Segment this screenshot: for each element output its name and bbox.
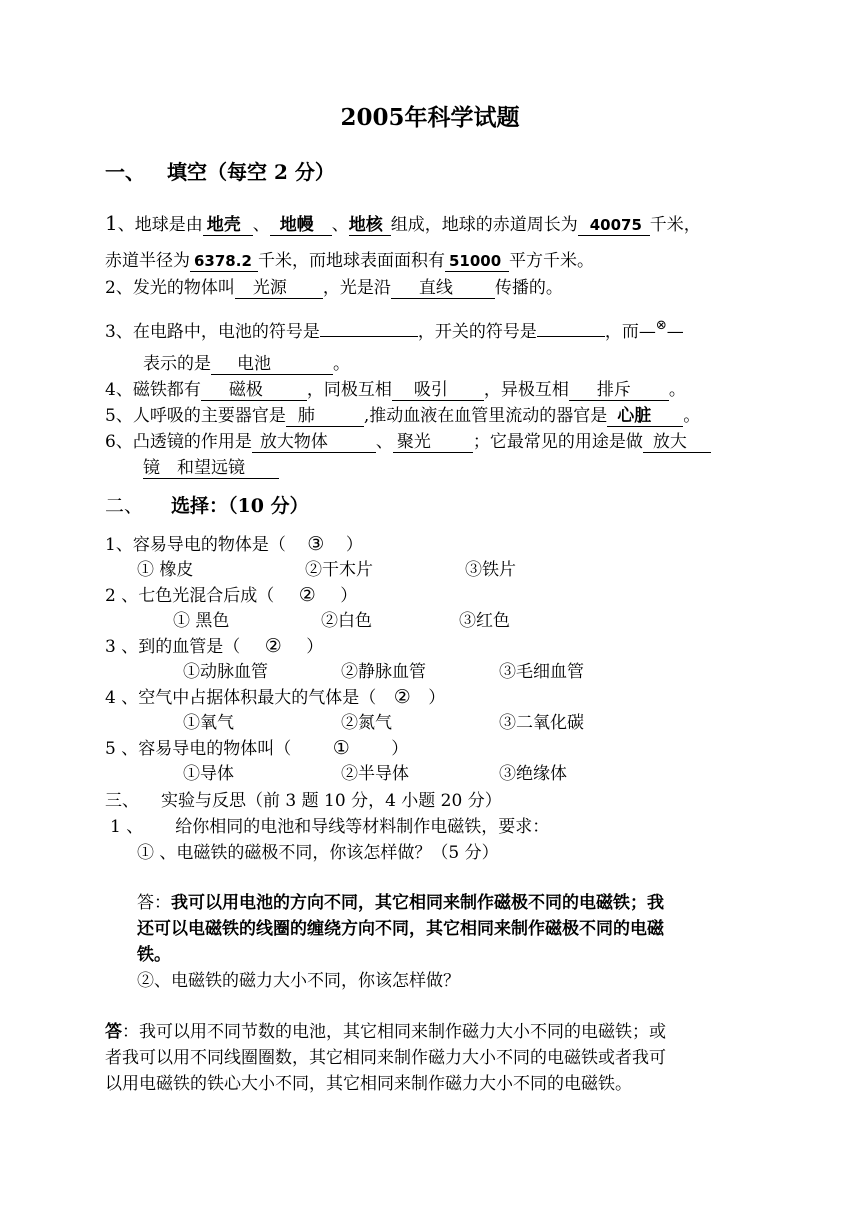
answer-blank: 6378.2 bbox=[190, 251, 258, 272]
option: ③红色 bbox=[459, 611, 510, 631]
section-1-title: 填空（每空 2 分） bbox=[167, 160, 335, 184]
section-1-number: 一、 bbox=[105, 160, 145, 184]
choice-question-5: 5 、容易导电的物体叫（ ① ） bbox=[105, 737, 409, 759]
choice-answer: ② bbox=[393, 686, 411, 708]
answer-blank bbox=[320, 336, 418, 337]
fill-question-6: 6、凸透镜的作用是 放大物体 、 聚光 ；它最常见的用途是做 放大 bbox=[105, 430, 711, 454]
answer-blank: 光源 bbox=[235, 278, 323, 299]
option: ②氮气 bbox=[341, 713, 392, 733]
answer-blank: 肺 bbox=[286, 406, 364, 427]
answer-blank: 放大物体 bbox=[252, 432, 376, 453]
fill-question-3-cont: 表示的是 电池 。 bbox=[143, 354, 350, 374]
option: ③铁片 bbox=[465, 560, 516, 580]
experiment-subquestion-1: ① 、电磁铁的磁极不同，你该怎样做？（5 分） bbox=[137, 843, 499, 863]
answer-1-line-1: 答：我可以用电池的方向不同，其它相同来制作磁极不同的电磁铁；我 bbox=[137, 893, 664, 913]
fill-question-1: 1、地球是由 地壳 、 地幔 、地核 组成，地球的赤道周长为 40075 千米， bbox=[105, 211, 701, 235]
option: ②干木片 bbox=[305, 560, 373, 580]
answer-blank: 直线 bbox=[391, 278, 495, 299]
option: ②半导体 bbox=[341, 764, 409, 784]
choice-question-3: 3 、到的血管是（ ② ） bbox=[105, 635, 324, 657]
answer-blank: 镜 和望远镜 bbox=[143, 458, 279, 479]
fill-question-3: 3、在电路中，电池的符号是 ，开关的符号是 ，而—⊗— bbox=[105, 320, 684, 346]
fill-question-5: 5、人呼吸的主要器官是 肺 ,推动血液在血管里流动的器官是 心脏 。 bbox=[105, 406, 701, 426]
section-2-title: 选择：（10 分） bbox=[171, 495, 309, 517]
choice-question-4: 4 、空气中占据体积最大的气体是（ ② ） bbox=[105, 686, 446, 708]
section-3-number: 三、 bbox=[105, 791, 139, 811]
choice-question-2: 2 、七色光混合后成（ ② ） bbox=[105, 584, 358, 606]
choice-options-4 bbox=[183, 711, 584, 735]
choice-options-1 bbox=[137, 558, 516, 582]
answer-blank: 地核 bbox=[349, 215, 391, 236]
option: ②静脉血管 bbox=[341, 662, 426, 682]
fill-question-4: 4、磁铁都有 磁极 ，同极互相 吸引 ，异极互相 排斥 。 bbox=[105, 380, 686, 400]
choice-question-1: 1、容易导电的物体是（ ③ ） bbox=[105, 533, 363, 555]
option: ① 黑色 bbox=[173, 611, 230, 631]
option: ③二氧化碳 bbox=[499, 713, 584, 733]
section-3-heading bbox=[105, 789, 502, 813]
choice-options-2 bbox=[173, 609, 510, 633]
section-3-title: 实验与反思（前 3 题 10 分，4 小题 20 分） bbox=[161, 791, 502, 811]
answer-blank: 排斥 bbox=[569, 380, 669, 401]
answer-blank: 40075 bbox=[578, 215, 650, 236]
answer-1-line-3: 铁。 bbox=[137, 945, 171, 965]
choice-answer: ③ bbox=[307, 533, 325, 555]
experiment-question-1: 1 、 给你相同的电池和导线等材料制作电磁铁，要求： bbox=[110, 817, 550, 837]
answer-blank: 地壳 bbox=[203, 215, 253, 236]
choice-answer: ② bbox=[298, 584, 316, 606]
answer-blank: 心脏 bbox=[607, 406, 683, 427]
page-title: 2005年科学试题 bbox=[340, 104, 520, 131]
choice-answer: ① bbox=[332, 737, 350, 759]
lamp-symbol-icon: ⊗ bbox=[655, 318, 667, 333]
option: ①动脉血管 bbox=[183, 662, 268, 682]
choice-options-3 bbox=[183, 660, 584, 684]
answer-blank: 聚光 bbox=[393, 432, 473, 453]
fill-question-1-cont: 赤道半径为 6378.2 千米，而地球表面面积有 51000 平方千米。 bbox=[105, 251, 594, 271]
fill-question-6-cont bbox=[143, 456, 279, 480]
answer-blank: 51000 bbox=[445, 251, 509, 272]
option: ②白色 bbox=[321, 611, 372, 631]
fill-question-2: 2、发光的物体叫 光源 ，光是沿 直线 传播的。 bbox=[105, 278, 563, 298]
choice-answer: ② bbox=[264, 635, 282, 657]
answer-blank: 电池 bbox=[211, 354, 333, 375]
experiment-subquestion-2: ②、电磁铁的磁力大小不同，你该怎样做？ bbox=[137, 971, 460, 991]
answer-blank bbox=[537, 336, 605, 337]
answer-2-line-2: 者我可以用不同线圈圈数，其它相同来制作磁力大小不同的电磁铁或者我可 bbox=[105, 1048, 666, 1068]
answer-blank: 磁极 bbox=[201, 380, 307, 401]
option: ③毛细血管 bbox=[499, 662, 584, 682]
option: ③绝缘体 bbox=[499, 764, 567, 784]
answer-2-line-1: 答：我可以用不同节数的电池，其它相同来制作磁力大小不同的电磁铁；或 bbox=[105, 1022, 666, 1042]
option: ①导体 bbox=[183, 764, 234, 784]
option: ① 橡皮 bbox=[137, 560, 194, 580]
answer-blank: 地幔 bbox=[270, 215, 332, 236]
answer-blank: 放大 bbox=[643, 432, 711, 453]
section-2-heading bbox=[105, 494, 309, 518]
section-1-heading bbox=[105, 160, 335, 184]
section-2-number: 二、 bbox=[105, 495, 144, 517]
answer-2-line-3: 以用电磁铁的铁心大小不同，其它相同来制作磁力大小不同的电磁铁。 bbox=[105, 1074, 632, 1094]
choice-options-5 bbox=[183, 762, 567, 786]
answer-blank: 吸引 bbox=[392, 380, 484, 401]
option: ①氧气 bbox=[183, 713, 234, 733]
answer-1-line-2: 还可以电磁铁的线圈的缠绕方向不同，其它相同来制作磁极不同的电磁 bbox=[137, 919, 664, 939]
